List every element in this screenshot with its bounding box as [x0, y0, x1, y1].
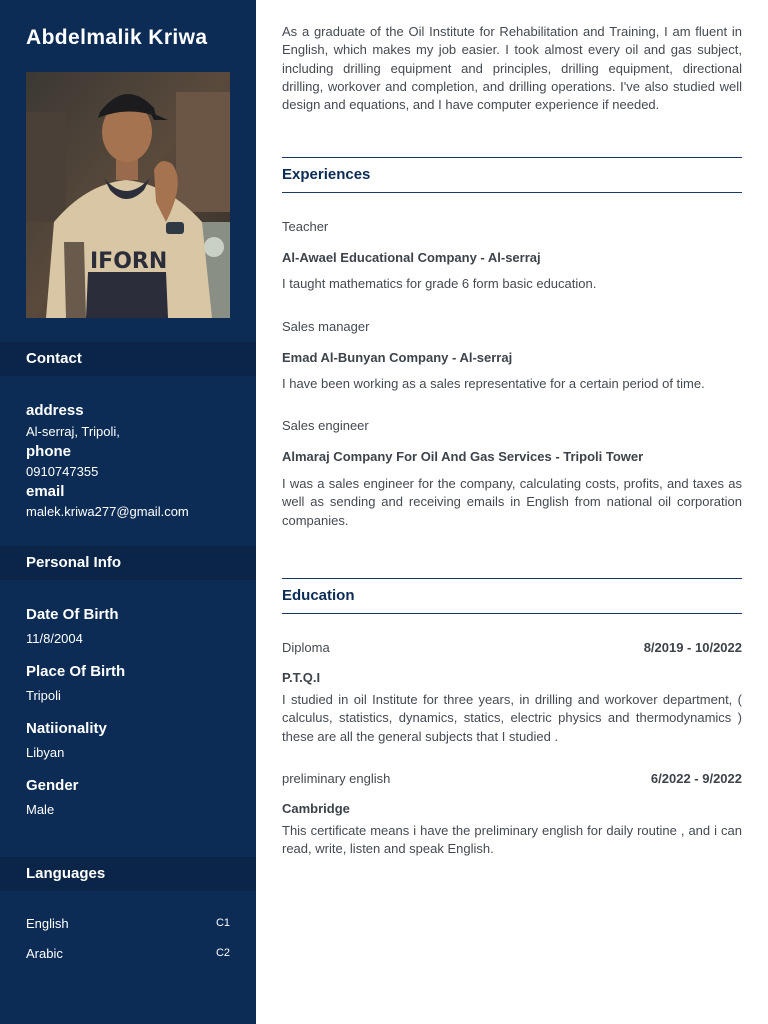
phone-value: 0910747355 [26, 464, 99, 479]
phone-label: phone [26, 443, 71, 460]
education-description: This certificate means i have the preliminary english for daily routine , and i can read, write, listen and speak English. [282, 823, 742, 857]
divider [282, 578, 742, 579]
dob-value: 11/8/2004 [26, 631, 83, 646]
gender-label: Gender [26, 777, 79, 794]
address-label: address [26, 402, 84, 419]
experience-role: Teacher [282, 219, 329, 234]
experience-description: I have been working as a sales representative for a certain period of time. [282, 376, 705, 391]
email-label: email [26, 483, 65, 500]
divider [282, 613, 742, 614]
personal-info-heading: Personal Info [26, 554, 122, 571]
sidebar [0, 0, 256, 1024]
pob-label: Place Of Birth [26, 663, 126, 680]
language-level: C2 [215, 947, 230, 959]
experience-company: Al-Awael Educational Company - Al-serraj [282, 250, 541, 265]
person-name: Abdelmalik Kriwa [26, 26, 208, 49]
profile-photo [26, 72, 230, 318]
dob-label: Date Of Birth [26, 606, 119, 623]
divider [282, 192, 742, 193]
pob-value: Tripoli [26, 688, 61, 703]
address-value: Al-serraj, Tripoli, [26, 424, 120, 439]
language-name: Arabic [26, 946, 63, 961]
education-degree: Diploma [282, 640, 330, 655]
education-degree: preliminary english [282, 771, 391, 786]
language-level: C1 [215, 917, 230, 929]
experience-company: Emad Al-Bunyan Company - Al-serraj [282, 350, 513, 365]
profile-photo-image [26, 72, 230, 318]
experience-company: Almaraj Company For Oil And Gas Services - Tripoli Tower [282, 449, 644, 464]
contact-section-bar [0, 342, 256, 376]
education-institution: P.T.Q.I [282, 670, 321, 685]
experiences-heading: Experiences [282, 166, 371, 183]
education-description: I studied in oil Institute for three years, in drilling and workover department, ( calculus, statistics, dynamics, statics, electric physics and thermodynamics ) these are all the general subjects that I studied . [282, 692, 742, 744]
education-heading: Education [282, 587, 355, 604]
languages-heading: Languages [26, 865, 106, 882]
email-value: malek.kriwa277@gmail.com [26, 504, 189, 519]
languages-section-bar [0, 857, 256, 891]
svg-text:IFORN: IFORN [90, 249, 168, 274]
education-institution: Cambridge [282, 801, 350, 816]
language-name: English [26, 916, 69, 931]
nationality-label: Natiionality [26, 720, 107, 737]
divider [282, 157, 742, 158]
profile-summary: As a graduate of the Oil Institute for Rehabilitation and Training, I am fluent in English, which makes my job easier. I took almost every oil and gas subject, including drilling equipment and principles, drilling equipment, directional drilling, workover and completion, and drilling operations. I've also studied well design and equations, and I have computer experience if needed. [282, 24, 742, 113]
nationality-value: Libyan [26, 745, 65, 760]
education-dates: 8/2019 - 10/2022 [643, 640, 742, 655]
gender-value: Male [26, 802, 55, 817]
contact-heading: Contact [26, 350, 82, 367]
experience-description: I was a sales engineer for the company, calculating costs, profits, and taxes as well as sending and receiving emails in English from national oil corporation companies. [282, 476, 742, 528]
experience-role: Sales manager [282, 319, 370, 334]
personal-info-section-bar [0, 546, 256, 580]
education-dates: 6/2022 - 9/2022 [650, 771, 742, 786]
experience-role: Sales engineer [282, 418, 369, 433]
experience-description: I taught mathematics for grade 6 form basic education. [282, 276, 597, 291]
